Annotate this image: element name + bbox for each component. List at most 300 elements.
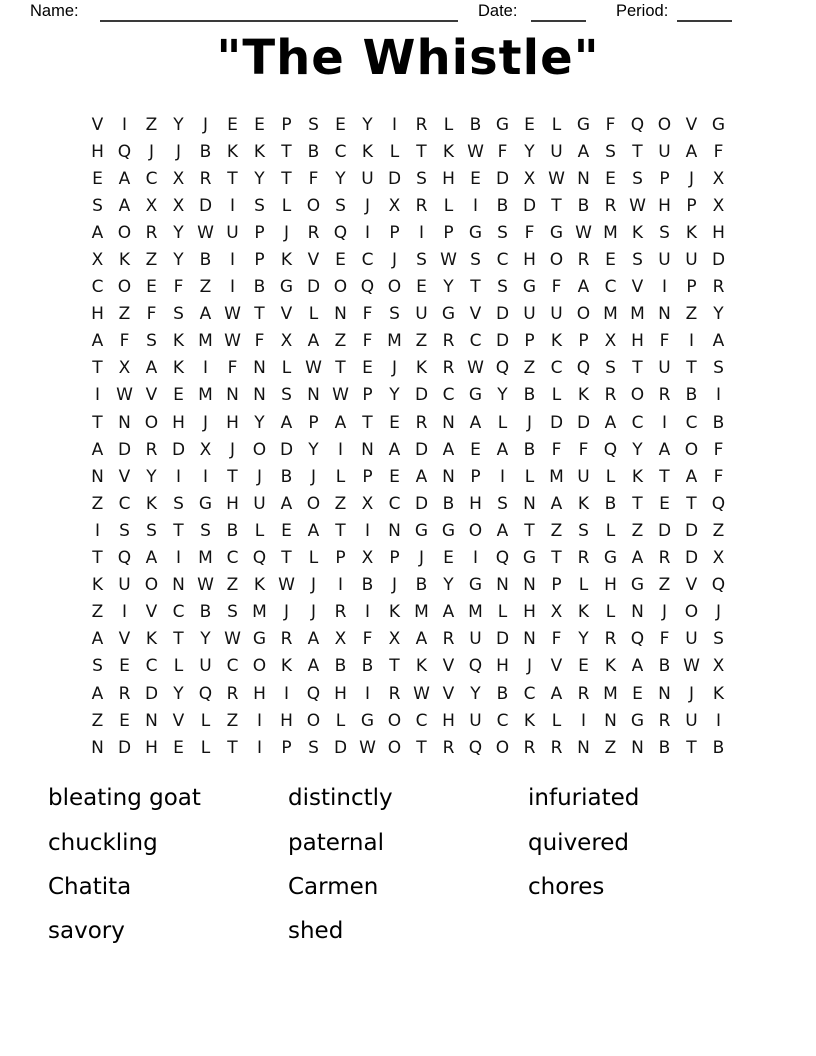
grid-letter: O — [387, 710, 402, 731]
grid-letter: P — [335, 548, 346, 569]
grid-letter: H — [469, 493, 482, 514]
grid-letter: P — [686, 195, 697, 216]
grid-letter: C — [604, 277, 617, 298]
grid-letter: D — [333, 737, 348, 758]
grid-letter: Q — [495, 548, 510, 569]
grid-letter: P — [686, 277, 697, 298]
grid-letter: H — [226, 493, 239, 514]
grid-letter: I — [715, 385, 721, 406]
period-blank-line — [677, 20, 732, 22]
grid-letter: J — [175, 141, 181, 162]
grid-letter: J — [688, 683, 694, 704]
grid-letter: Y — [362, 114, 373, 135]
grid-letter: R — [658, 385, 671, 406]
grid-letter: W — [575, 222, 592, 243]
word-list-item: chuckling — [48, 829, 158, 856]
grid-letter: T — [227, 737, 238, 758]
grid-letter: H — [442, 710, 455, 731]
grid-letter: O — [306, 195, 321, 216]
grid-letter: I — [337, 575, 343, 596]
grid-letter: K — [631, 466, 644, 487]
grid-letter: J — [526, 656, 532, 677]
grid-letter: I — [499, 466, 505, 487]
word-list-item: Chatita — [48, 873, 132, 900]
grid-letter: N — [307, 385, 320, 406]
grid-letter: T — [686, 737, 697, 758]
grid-letter: I — [256, 710, 262, 731]
grid-letter: A — [307, 520, 320, 541]
grid-letter: E — [470, 168, 481, 189]
grid-letter: W — [467, 141, 484, 162]
grid-letter: R — [280, 629, 293, 650]
grid-letter: O — [387, 277, 402, 298]
grid-letter: D — [711, 250, 726, 271]
grid-letter: V — [145, 385, 158, 406]
grid-letter: T — [659, 466, 670, 487]
grid-letter: R — [577, 250, 590, 271]
grid-letter: N — [388, 520, 401, 541]
grid-letter: L — [605, 466, 616, 487]
grid-letter: O — [306, 710, 321, 731]
grid-letter: T — [470, 277, 481, 298]
grid-letter: K — [577, 602, 590, 623]
grid-letter: O — [549, 250, 564, 271]
grid-letter: S — [632, 168, 643, 189]
grid-letter: V — [118, 629, 131, 650]
grid-letter: L — [254, 520, 265, 541]
grid-letter: P — [551, 575, 562, 596]
grid-letter: A — [604, 412, 617, 433]
grid-letter: M — [603, 683, 618, 704]
grid-letter: E — [254, 114, 265, 135]
grid-letter: I — [364, 222, 370, 243]
grid-letter: S — [281, 385, 292, 406]
grid-letter: K — [361, 141, 374, 162]
grid-letter: E — [416, 277, 427, 298]
grid-letter: L — [173, 656, 184, 677]
grid-letter: J — [661, 602, 667, 623]
date-label: Date: — [478, 2, 518, 20]
grid-letter: J — [202, 412, 208, 433]
grid-letter: T — [281, 168, 292, 189]
grid-letter: F — [659, 629, 670, 650]
grid-letter: G — [630, 710, 645, 731]
grid-letter: C — [442, 385, 455, 406]
grid-letter: X — [712, 195, 725, 216]
grid-letter: A — [91, 331, 104, 352]
grid-letter: I — [175, 466, 181, 487]
grid-letter: S — [497, 493, 508, 514]
grid-letter: Y — [173, 222, 184, 243]
grid-letter: S — [389, 304, 400, 325]
grid-letter: X — [280, 331, 293, 352]
word-list-item: chores — [528, 873, 605, 900]
grid-letter: A — [280, 412, 293, 433]
grid-letter: S — [92, 195, 103, 216]
grid-letter: K — [550, 331, 563, 352]
grid-letter: W — [332, 385, 349, 406]
grid-letter: Q — [576, 358, 591, 379]
grid-letter: A — [145, 548, 158, 569]
grid-letter: H — [253, 683, 266, 704]
grid-letter: B — [253, 277, 266, 298]
grid-letter: W — [305, 358, 322, 379]
grid-letter: C — [172, 602, 185, 623]
grid-letter: S — [254, 195, 265, 216]
grid-letter: E — [119, 710, 130, 731]
grid-letter: A — [415, 466, 428, 487]
grid-letter: G — [522, 277, 537, 298]
grid-letter: U — [577, 466, 590, 487]
grid-letter: F — [551, 629, 562, 650]
grid-letter: Y — [578, 629, 589, 650]
grid-letter: Z — [658, 575, 671, 596]
grid-letter: C — [388, 493, 401, 514]
grid-letter: U — [658, 250, 671, 271]
grid-letter: P — [362, 466, 373, 487]
grid-letter: V — [685, 114, 698, 135]
grid-letter: T — [92, 548, 103, 569]
grid-letter: Q — [306, 683, 321, 704]
grid-letter: R — [145, 439, 158, 460]
grid-letter: N — [577, 737, 590, 758]
grid-letter: G — [441, 304, 456, 325]
grid-letter: Y — [173, 683, 184, 704]
grid-letter: K — [280, 250, 293, 271]
grid-letter: A — [334, 412, 347, 433]
grid-letter: P — [254, 222, 265, 243]
grid-letter: Q — [360, 277, 375, 298]
grid-letter: L — [308, 304, 319, 325]
grid-letter: Z — [199, 277, 212, 298]
grid-letter: L — [497, 412, 508, 433]
grid-letter: B — [199, 250, 212, 271]
grid-letter: K — [172, 331, 185, 352]
period-label: Period: — [616, 2, 669, 20]
grid-letter: V — [685, 575, 698, 596]
grid-letter: D — [306, 277, 321, 298]
grid-letter: B — [496, 195, 509, 216]
word-list-item: infuriated — [528, 785, 640, 812]
grid-letter: J — [391, 358, 397, 379]
grid-letter: L — [281, 195, 292, 216]
grid-letter: S — [605, 358, 616, 379]
grid-letter: R — [550, 737, 563, 758]
grid-letter: D — [144, 683, 159, 704]
grid-letter: A — [442, 602, 455, 623]
grid-letter: A — [388, 439, 401, 460]
grid-letter: R — [226, 683, 239, 704]
grid-letter: N — [253, 358, 266, 379]
grid-letter: Z — [523, 358, 536, 379]
grid-letter: R — [118, 683, 131, 704]
grid-letter: Y — [713, 304, 724, 325]
grid-letter: I — [391, 114, 397, 135]
grid-letter: J — [229, 439, 235, 460]
grid-letter: V — [145, 602, 158, 623]
grid-letter: X — [118, 358, 131, 379]
grid-letter: F — [551, 439, 562, 460]
grid-letter: T — [281, 141, 292, 162]
grid-letter: K — [253, 575, 266, 596]
grid-letter: L — [497, 602, 508, 623]
grid-letter: P — [281, 114, 292, 135]
grid-letter: X — [550, 602, 563, 623]
grid-letter: X — [361, 548, 374, 569]
grid-letter: A — [91, 222, 104, 243]
grid-letter: J — [418, 548, 424, 569]
grid-letter: C — [226, 548, 239, 569]
grid-letter: K — [226, 141, 239, 162]
word-list-column-1 — [48, 776, 288, 954]
grid-letter: P — [254, 250, 265, 271]
grid-letter: N — [145, 710, 158, 731]
grid-letter: A — [280, 493, 293, 514]
grid-letter: N — [631, 737, 644, 758]
word-list-column-3 — [528, 776, 768, 954]
grid-letter: O — [495, 737, 510, 758]
grid-letter: D — [495, 304, 510, 325]
grid-letter: I — [661, 277, 667, 298]
grid-letter: T — [254, 304, 265, 325]
grid-letter: R — [523, 737, 536, 758]
grid-letter: Y — [200, 629, 211, 650]
grid-letter: I — [688, 331, 694, 352]
grid-letter: B — [577, 195, 590, 216]
grid-letter: V — [442, 656, 455, 677]
grid-letter: D — [117, 439, 132, 460]
grid-letter: S — [200, 520, 211, 541]
grid-letter: Q — [333, 222, 348, 243]
date-blank-line — [531, 20, 586, 22]
grid-letter: B — [280, 466, 293, 487]
grid-letter: E — [389, 466, 400, 487]
grid-letter: S — [605, 141, 616, 162]
grid-letter: D — [387, 168, 402, 189]
grid-letter: H — [712, 222, 725, 243]
grid-letter: S — [308, 737, 319, 758]
grid-letter: N — [253, 385, 266, 406]
grid-letter: H — [334, 683, 347, 704]
grid-letter: B — [685, 385, 698, 406]
grid-letter: E — [173, 385, 184, 406]
grid-letter: N — [442, 412, 455, 433]
grid-letter: O — [252, 439, 267, 460]
grid-letter: N — [577, 168, 590, 189]
grid-letter: P — [524, 331, 535, 352]
grid-letter: Q — [630, 114, 645, 135]
grid-letter: C — [496, 250, 509, 271]
grid-letter: Z — [145, 114, 158, 135]
grid-letter: T — [686, 358, 697, 379]
grid-letter: F — [362, 331, 373, 352]
grid-letter: F — [146, 304, 157, 325]
grid-letter: G — [441, 520, 456, 541]
grid-letter: A — [91, 683, 104, 704]
grid-letter: T — [173, 520, 184, 541]
grid-letter: E — [443, 548, 454, 569]
grid-letter: H — [226, 412, 239, 433]
grid-letter: R — [577, 683, 590, 704]
grid-letter: A — [469, 412, 482, 433]
grid-letter: D — [414, 385, 429, 406]
grid-letter: X — [604, 331, 617, 352]
grid-letter: I — [283, 683, 289, 704]
grid-letter: Q — [117, 548, 132, 569]
grid-letter: L — [443, 114, 454, 135]
grid-letter: D — [684, 548, 699, 569]
grid-letter: X — [199, 439, 212, 460]
grid-letter: R — [658, 548, 671, 569]
grid-letter: X — [388, 195, 401, 216]
grid-letter: E — [335, 250, 346, 271]
grid-letter: U — [469, 629, 482, 650]
grid-letter: U — [199, 656, 212, 677]
grid-letter: R — [604, 195, 617, 216]
grid-letter: Y — [173, 250, 184, 271]
grid-letter: E — [632, 683, 643, 704]
grid-letter: J — [256, 466, 262, 487]
grid-letter: N — [442, 466, 455, 487]
grid-letter: S — [713, 629, 724, 650]
grid-letter: P — [389, 222, 400, 243]
grid-letter: U — [685, 250, 698, 271]
grid-letter: F — [362, 629, 373, 650]
grid-letter: W — [359, 737, 376, 758]
grid-letter: F — [578, 439, 589, 460]
grid-letter: C — [145, 168, 158, 189]
grid-letter: T — [335, 520, 346, 541]
grid-letter: J — [310, 466, 316, 487]
grid-letter: S — [146, 520, 157, 541]
grid-letter: U — [685, 710, 698, 731]
grid-letter: E — [227, 114, 238, 135]
grid-letter: I — [202, 466, 208, 487]
grid-letter: D — [171, 439, 186, 460]
grid-letter: V — [280, 304, 293, 325]
grid-letter: J — [391, 250, 397, 271]
grid-letter: G — [468, 385, 483, 406]
grid-letter: Y — [443, 575, 454, 596]
grid-letter: E — [146, 277, 157, 298]
grid-letter: X — [145, 195, 158, 216]
grid-letter: U — [361, 168, 374, 189]
grid-letter: A — [118, 195, 131, 216]
grid-letter: C — [550, 358, 563, 379]
grid-letter: C — [415, 710, 428, 731]
worksheet-header — [0, 0, 816, 30]
grid-letter: S — [578, 520, 589, 541]
grid-letter: K — [91, 575, 104, 596]
grid-letter: Z — [118, 304, 131, 325]
grid-letter: B — [658, 737, 671, 758]
grid-letter: B — [361, 575, 374, 596]
grid-letter: K — [415, 656, 428, 677]
grid-letter: P — [389, 548, 400, 569]
grid-letter: R — [577, 548, 590, 569]
grid-letter: L — [389, 141, 400, 162]
grid-letter: G — [468, 222, 483, 243]
grid-letter: Q — [252, 548, 267, 569]
grid-letter: G — [711, 114, 726, 135]
grid-letter: N — [118, 412, 131, 433]
grid-letter: U — [523, 304, 536, 325]
grid-letter: R — [415, 412, 428, 433]
grid-letter: N — [91, 737, 104, 758]
grid-letter: C — [226, 656, 239, 677]
grid-letter: U — [253, 493, 266, 514]
grid-letter: I — [418, 222, 424, 243]
grid-letter: B — [523, 439, 536, 460]
grid-letter: K — [523, 710, 536, 731]
grid-letter: R — [334, 602, 347, 623]
grid-letter: W — [197, 575, 214, 596]
grid-letter: Z — [91, 602, 104, 623]
grid-letter: B — [712, 412, 725, 433]
grid-letter: V — [91, 114, 104, 135]
grid-letter: A — [685, 466, 698, 487]
grid-letter: U — [550, 304, 563, 325]
word-list-item: distinctly — [288, 785, 393, 812]
grid-letter: F — [605, 114, 616, 135]
grid-letter: I — [175, 548, 181, 569]
grid-letter: R — [658, 710, 671, 731]
grid-letter: O — [117, 277, 132, 298]
grid-letter: T — [227, 466, 238, 487]
grid-letter: T — [92, 412, 103, 433]
grid-letter: T — [389, 656, 400, 677]
grid-letter: L — [200, 737, 211, 758]
grid-letter: C — [685, 412, 698, 433]
grid-letter: Z — [685, 304, 698, 325]
grid-letter: R — [307, 222, 320, 243]
word-list-item: quivered — [528, 829, 630, 856]
grid-letter: R — [415, 195, 428, 216]
grid-letter: E — [335, 114, 346, 135]
grid-letter: A — [496, 439, 509, 460]
grid-letter: G — [414, 520, 429, 541]
word-list-item: shed — [288, 918, 344, 945]
grid-letter: B — [361, 656, 374, 677]
grid-letter: F — [173, 277, 184, 298]
grid-letter: H — [604, 575, 617, 596]
grid-letter: V — [172, 710, 185, 731]
grid-letter: B — [712, 737, 725, 758]
grid-letter: W — [116, 385, 133, 406]
grid-letter: R — [604, 385, 617, 406]
grid-letter: T — [92, 358, 103, 379]
grid-letter: F — [713, 439, 724, 460]
grid-letter: S — [470, 250, 481, 271]
grid-letter: M — [630, 304, 645, 325]
grid-letter: F — [713, 466, 724, 487]
grid-letter: Z — [631, 520, 644, 541]
grid-letter: K — [145, 629, 158, 650]
grid-letter: U — [550, 141, 563, 162]
grid-letter: I — [472, 548, 478, 569]
grid-letter: J — [310, 602, 316, 623]
grid-letter: L — [281, 358, 292, 379]
grid-letter: O — [468, 520, 483, 541]
grid-letter: Y — [254, 412, 265, 433]
grid-letter: G — [576, 114, 591, 135]
word-list-column-2 — [288, 776, 528, 954]
grid-letter: A — [442, 439, 455, 460]
grid-letter: Z — [550, 520, 563, 541]
grid-letter: I — [661, 412, 667, 433]
grid-letter: G — [198, 493, 213, 514]
grid-letter: H — [496, 656, 509, 677]
